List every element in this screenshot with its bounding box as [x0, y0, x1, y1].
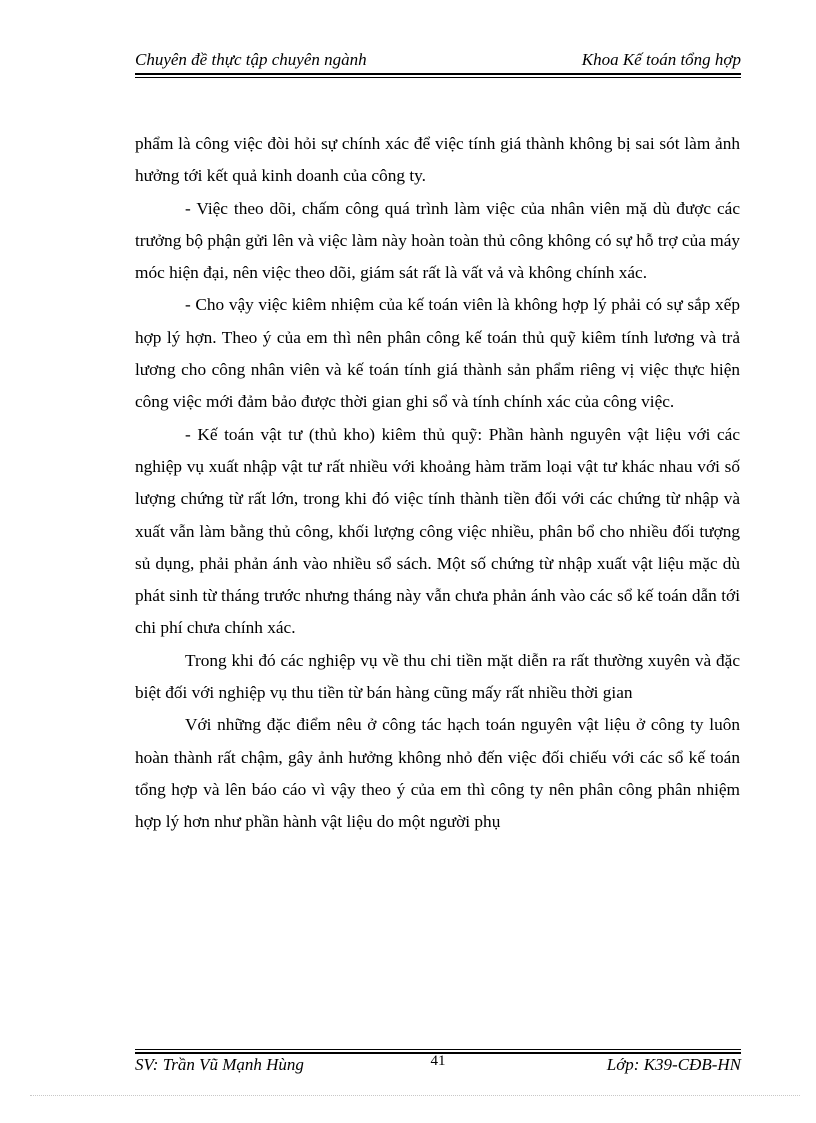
- footer-student: SV: Trần Vũ Mạnh Hùng: [135, 1055, 304, 1074]
- paragraph-continuation: phẩm là công việc đòi hỏi sự chính xác để việc tính giá thành không bị sai sót làm ảnh hưởng tới kết quả kinh doanh của công ty.: [135, 134, 740, 186]
- paragraph: - Cho vậy việc kiêm nhiệm của kế toán viên là không hợp lý phải có sự sắp xếp hợp lý hợn. Theo ý của em thì nên phân công kế toán thủ quỹ kiêm tính lương và trả lương cho công nhân viên và kế toán tính giá thành sản phẩm riêng vị việc thực hiện công việc mới đảm bảo được thời gian ghi sổ và tính chính xác của công việc.: [135, 295, 740, 412]
- page-number: 41: [430, 1053, 446, 1069]
- header-rule-thick: [135, 73, 741, 75]
- page-footer: [135, 1053, 741, 1079]
- body-text: [135, 128, 740, 839]
- header-topic: Chuyên đề thực tập chuyên ngành: [135, 50, 367, 69]
- footer-rule-thin: [135, 1049, 741, 1050]
- paragraph: Trong khi đó các nghiệp vụ về thu chi tiền mặt diễn ra rất thường xuyên và đặc biệt đối với nghiệp vụ thu tiền từ bán hàng cũng mấy rất nhiều thời gian: [135, 650, 740, 703]
- page-header: [135, 48, 741, 74]
- header-rule-thin: [135, 77, 741, 78]
- paragraph: Với những đặc điểm nêu ở công tác hạch toán nguyên vật liệu ở công ty luôn hoàn thành rất chậm, gây ảnh hưởng không nhỏ đến việc đối chiếu với các sổ kế toán tổng hợp và lên báo cáo vì vậy theo ý của em thì công ty nên phân công phân nhiệm hợp lý hơn như phần hành vật liệu do một người phụ: [135, 715, 740, 832]
- footer-class: Lớp: K39-CĐB-HN: [606, 1055, 741, 1074]
- paragraph: - Việc theo dõi, chấm công quá trình làm việc của nhân viên mặ dù được các trưởng bộ phận gửi lên và việc làm này hoàn toàn thủ công không có sự hỗ trợ của máy móc hiện đại, nên việc theo dõi, giám sát rất là vất vả và không chính xác.: [135, 198, 740, 283]
- paragraph: - Kế toán vật tư (thủ kho) kiêm thủ quỹ: Phần hành nguyên vật liệu với các nghiệp vụ xuất nhập vật tư rất nhiều với khoảng hàm trăm loại vật tư khác nhau với số lượng chứng từ rất lớn, trong khi đó việc tính thành tiền đối với các chứng từ nhập và xuất vẫn làm bằng thủ công, khối lượng công việc nhiều, phân bổ cho nhiều đối tượng sủ dụng, phải phản ánh vào nhiều sổ sách. Một số chứng từ nhập xuất vật liệu mặc dù phát sinh từ tháng trước nhưng tháng này vẫn chưa phản ánh vào các sổ kế toán dẫn tới chi phí chưa chính xác.: [135, 424, 740, 638]
- header-faculty: Khoa Kế toán tổng hợp: [581, 50, 741, 69]
- page-edge-divider: [30, 1095, 800, 1096]
